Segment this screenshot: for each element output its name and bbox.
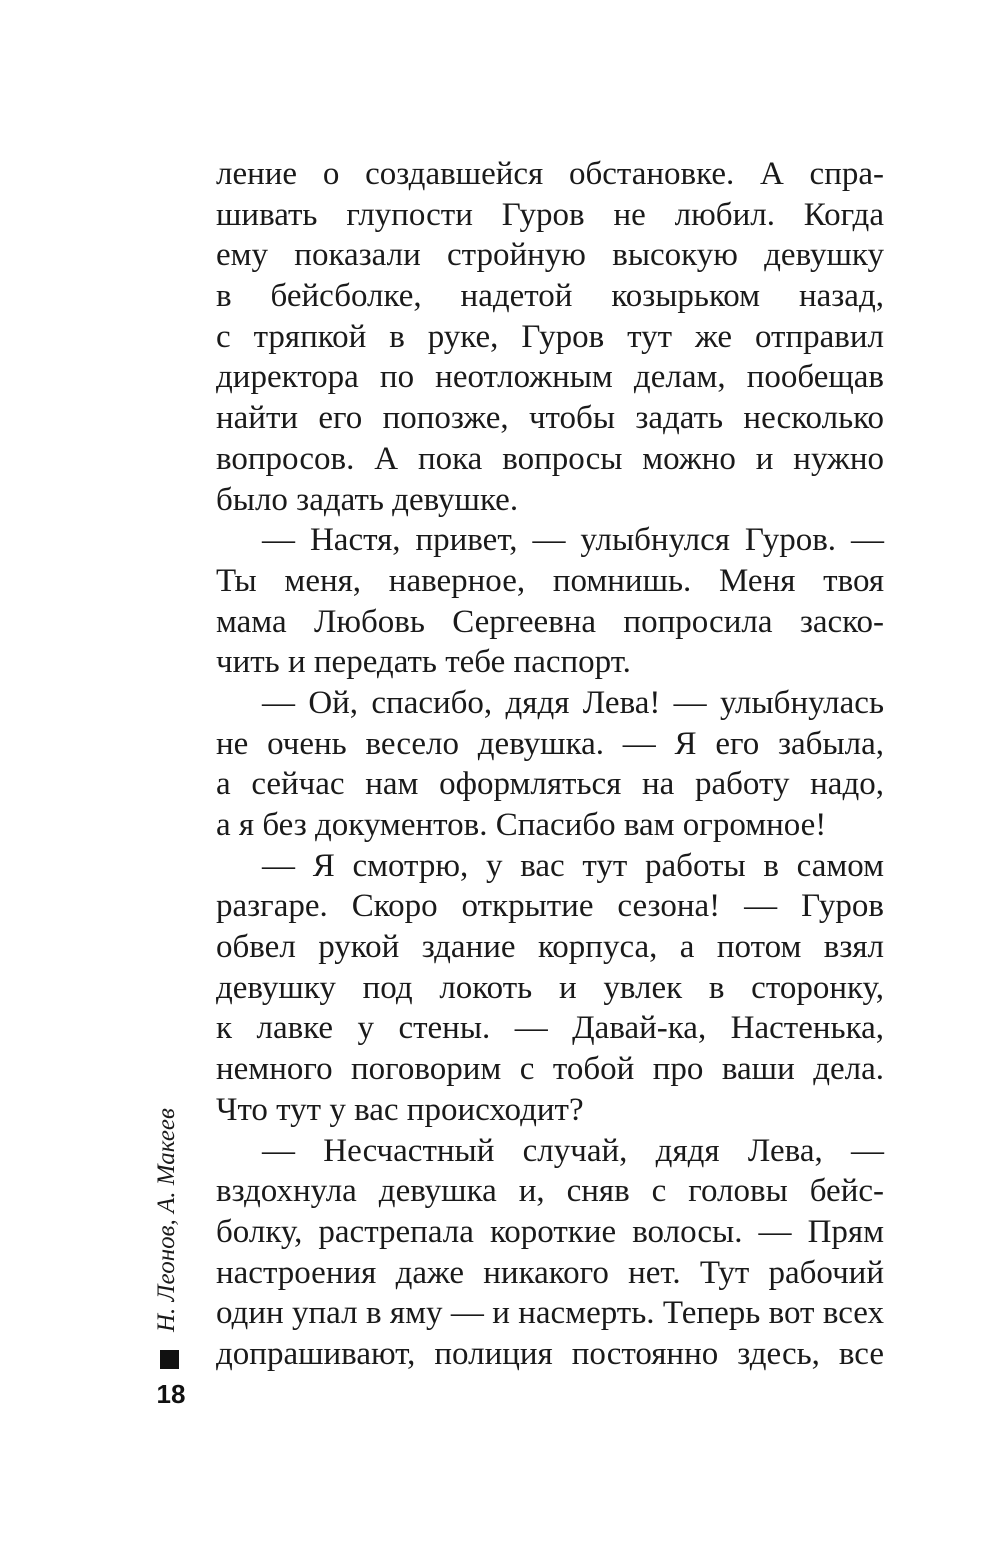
text-line: а сейчас нам оформляться на работу надо, (216, 766, 884, 803)
text-line: немного поговорим с тобой про ваши дела. (216, 1051, 884, 1088)
text-line: чить и передать тебе паспорт. (216, 644, 631, 681)
text-line: найти его попозже, чтобы задать несколько (216, 400, 884, 437)
text-line: а я без документов. Спасибо вам огромное! (216, 807, 827, 843)
text-line: в бейсболке, надетой козырьком назад, (216, 278, 884, 315)
text-line: Что тут у вас происходит? (216, 1091, 584, 1128)
text-line: шивать глупости Гуров не любил. Когда (216, 196, 884, 233)
square-marker-icon (160, 1350, 179, 1369)
text-line: вопросов. А пока вопросы можно и нужно (216, 440, 884, 477)
text-line: мама Любовь Сергеевна попросила заско- (216, 603, 884, 640)
text-line: к лавке у стены. — Давай-ка, Настенька, (216, 1010, 884, 1047)
text-line: болку, растрепала короткие волосы. — Прям (216, 1213, 884, 1250)
text-line: — Несчастный случай, дядя Лева, — (262, 1132, 884, 1169)
text-line: настроения даже никакого нет. Тут рабочий (216, 1254, 884, 1291)
page-number: 18 (156, 1379, 186, 1409)
text-line: обвел рукой здание корпуса, а потом взял (216, 929, 884, 966)
text-line: ему показали стройную высокую девушку (216, 237, 884, 274)
text-line: девушку под локоть и увлек в сторонку, (216, 969, 884, 1006)
text-line: — Я смотрю, у вас тут работы в самом (262, 847, 884, 884)
text-line: директора по неотложным делам, пообещав (216, 359, 884, 396)
text-line: было задать девушке. (216, 481, 519, 518)
text-line: допрашивают, полиция постоянно здесь, все (216, 1335, 884, 1372)
text-line: с тряпкой в руке, Гуров тут же отправил (216, 318, 884, 355)
text-line: один упал в яму — и насмерть. Теперь вот всех (216, 1295, 884, 1332)
text-line: — Ой, спасибо, дядя Лева! — улыбнулась (262, 684, 884, 721)
text-line: не очень весело девушка. — Я его забыла, (216, 725, 884, 762)
text-line: разгаре. Скоро открытие сезона! — Гуров (216, 888, 884, 925)
text-line: — Настя, привет, — улыбнулся Гуров. — (262, 522, 884, 559)
body-text (216, 154, 884, 1375)
running-head-authors: Н. Леонов, А. Макеев (153, 1108, 180, 1332)
text-line: ление о создавшейся обстановке. А спра- (216, 156, 884, 192)
text-line: вздохнула девушка и, сняв с головы бейс- (216, 1173, 884, 1210)
text-line: Ты меня, наверное, помнишь. Меня твоя (216, 562, 884, 599)
